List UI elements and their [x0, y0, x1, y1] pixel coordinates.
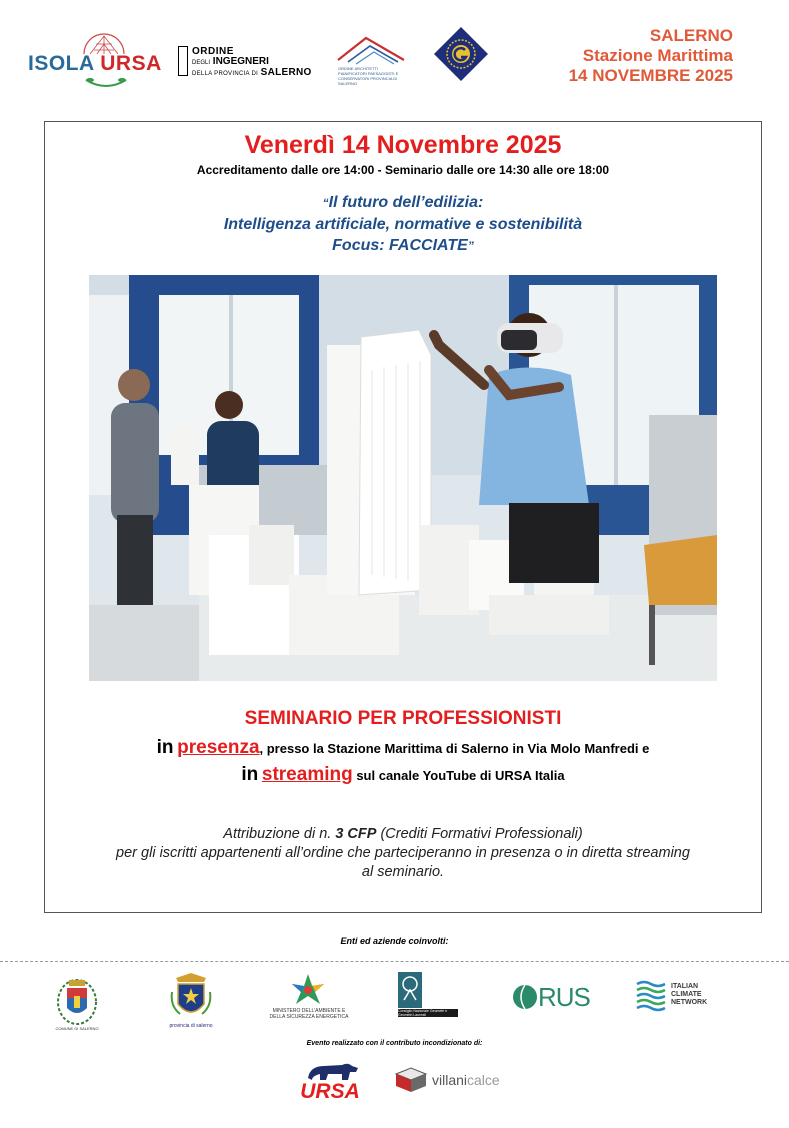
- icn-line3: NETWORK: [671, 999, 708, 1006]
- streaming-highlight: streaming: [261, 764, 353, 785]
- ordine-line1: ORDINE: [192, 46, 234, 57]
- ordine-bar-icon: [178, 46, 188, 76]
- geometri-mark-icon: [398, 972, 422, 1008]
- dome-icon: [80, 30, 128, 54]
- isola-ursa-logo: [28, 30, 168, 88]
- comune-salerno-logo: [56, 976, 98, 1032]
- provincia-crest-icon: [168, 972, 214, 1022]
- header-city: SALERNO: [649, 26, 733, 45]
- cfp-paren: (Crediti Formativi Professionali): [380, 826, 583, 842]
- comune-crest-icon: [56, 976, 98, 1026]
- icn-wave-icon: [635, 978, 667, 1012]
- roof-icon: [336, 32, 406, 66]
- italian-climate-network-logo: [635, 978, 719, 1014]
- icn-wordmark: [671, 983, 707, 1007]
- event-schedule: Accreditamento dalle ore 14:00 - Seminario dalle ore 14:30 alle ore 18:00: [196, 163, 610, 177]
- villani-wordmark: [432, 1072, 500, 1088]
- ordine-line2-big: INGEGNERI: [212, 56, 269, 67]
- icn-line2: CLIMATE: [671, 991, 702, 998]
- geometri-caption: Consiglio Nazionale Geometri e Geometri Laureati: [398, 1009, 458, 1017]
- ursa-word: URSA: [100, 52, 162, 75]
- topic-open-quote: “: [322, 196, 329, 210]
- calce-word: calce: [467, 1072, 500, 1088]
- rus-wordmark: RUS: [538, 982, 590, 1012]
- event-photo: [89, 275, 717, 681]
- geometri-seal-icon: [432, 26, 490, 82]
- ursa-sponsor-logo: [290, 1060, 370, 1104]
- ministero-caption: MINISTERO DELL’AMBIENTE E DELLA SICUREZZA ENERGETICA: [269, 1008, 349, 1020]
- presenza-highlight: presenza: [177, 737, 260, 758]
- cfp-info: [44, 825, 762, 882]
- ordine-ingegneri-logo: [178, 44, 318, 80]
- ordine-line3-big: SALERNO: [260, 67, 312, 78]
- ministero-star-icon: [288, 972, 328, 1008]
- geometri-seal-logo: [432, 26, 490, 82]
- topic-close-quote: ”: [467, 239, 474, 253]
- rus-logo: [512, 982, 590, 1014]
- comune-caption: COMUNE DI SALERNO: [55, 1026, 99, 1031]
- ministero-ambiente-logo: [266, 972, 352, 1022]
- presenza-in-label: in: [156, 737, 174, 758]
- presenza-rest: , presso la Stazione Marittima di Salerno in Via Molo Manfredi e: [259, 741, 650, 756]
- villani-calce-logo: [394, 1066, 510, 1096]
- provincia-caption: provincia di salerno: [169, 1023, 213, 1029]
- ordine-architetti-logo: [332, 30, 408, 86]
- event-date-title: Venerdì 14 Novembre 2025: [244, 131, 562, 159]
- icn-line1: ITALIAN: [671, 983, 699, 990]
- cfp-line2: per gli iscritti appartenenti all’ordine che parteciperanno in presenza o in diretta streaming: [116, 845, 690, 861]
- footer-divider: [0, 961, 789, 962]
- event-topic: [44, 192, 762, 257]
- streaming-line: [44, 764, 762, 786]
- topic-line1: Il futuro dell’edilizia:: [328, 194, 484, 211]
- seminar-title: SEMINARIO PER PROFESSIONISTI: [244, 708, 562, 729]
- leaf-swoosh-icon: [84, 76, 128, 88]
- isola-word: ISOLA: [28, 52, 94, 75]
- enti-label: Enti ed aziende coinvolti:: [340, 936, 449, 946]
- villani-cube-icon: [394, 1066, 428, 1094]
- cfp-line3: al seminario.: [361, 864, 445, 880]
- cfp-prefix: Attribuzione di n.: [223, 826, 332, 842]
- topic-line2: Intelligenza artificiale, normative e sostenibilità: [223, 216, 583, 233]
- cfp-count: 3 CFP: [335, 826, 377, 842]
- villani-word: villani: [432, 1072, 468, 1088]
- provincia-salerno-logo: [168, 972, 214, 1030]
- rus-globe-icon: [512, 984, 538, 1010]
- header-venue: Stazione Marittima: [582, 46, 733, 65]
- streaming-in-label: in: [241, 764, 259, 785]
- streaming-rest: sul canale YouTube di URSA Italia: [356, 768, 565, 783]
- evento-label: Evento realizzato con il contributo incondizionato di:: [306, 1040, 483, 1047]
- architetti-caption: ORDINE ARCHITETTI PIANIFICATORI PAESAGGISTI E CONSERVATORI PROVINCIA DI SALERNO: [338, 66, 399, 86]
- vr-architecture-photo: [89, 275, 717, 681]
- presenza-line: [44, 737, 762, 759]
- ordine-line3-small: DELLA PROVINCIA DI: [192, 71, 259, 77]
- consiglio-geometri-logo: [398, 972, 458, 1022]
- topic-line3: Focus: FACCIATE: [332, 237, 468, 254]
- header-date: 14 NOVEMBRE 2025: [568, 66, 733, 85]
- ordine-line2-small: DEGLI: [192, 60, 211, 66]
- header-event-info: [569, 26, 733, 86]
- ursa-wordmark: URSA: [300, 1080, 360, 1103]
